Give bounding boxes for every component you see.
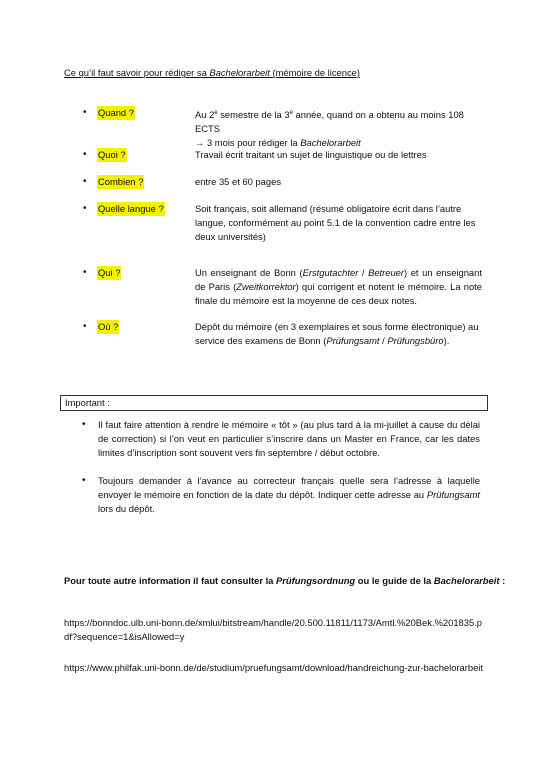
desc-italic: Erstgutachter [302, 267, 359, 278]
important-box: Important : [60, 395, 488, 411]
term-quoi: Quoi ? [98, 149, 126, 160]
desc-italic: Prüfungsamt [426, 489, 480, 500]
desc-sup: e [214, 110, 218, 116]
bullet-icon: • [83, 176, 87, 187]
desc-text: semestre de la 3 [217, 109, 290, 121]
desc-text: Au 2 [195, 109, 215, 121]
desc-combien: entre 35 et 60 pages [195, 176, 282, 187]
desc-text: ) et un enseignant de Paris ( [195, 267, 482, 292]
bullet-icon: • [82, 475, 86, 486]
bullet-icon: • [83, 267, 87, 278]
desc-text: Dépôt du mémoire (en 3 exemplaires et sous forme électronique) au [195, 321, 479, 332]
title-suffix: (mémoire de licence) [269, 67, 360, 78]
important-point-1: Il faut faire attention à rendre le mémoire « tôt » (au plus tard à la mi-juillet à cause du délai de correction) si l’on veut en particulier s’inscrire dans un Master en France, car les dates limites d’inscription sont souvent vers fin septembre / début octobre. [98, 419, 480, 458]
desc-text: service des examens de Bonn ( [195, 335, 327, 346]
desc-text: → 3 mois pour rédiger la [195, 137, 301, 149]
link-handreichung[interactable]: https://www.philfak.uni-bonn.de/de/studium/pruefungsamt/download/handreichung-zur-bachelorarbeit [64, 662, 483, 673]
info-line [64, 574, 505, 588]
desc-text: Toujours demander à l’avance au correcteur français quelle sera l’adresse à laquelle envoyer le mémoire en fonction de la date du dépôt. Indiquer cette adresse au [98, 475, 480, 500]
desc-text: ). [443, 335, 450, 346]
desc-italic: Betreuer [368, 267, 405, 278]
desc-italic: Prüfungsamt [326, 335, 380, 346]
desc-text: / [379, 335, 388, 346]
desc-text: / [358, 267, 369, 278]
info-text: : [499, 575, 506, 586]
desc-text: Soit français, soit allemand (résumé obligatoire écrit dans l’autre [195, 203, 462, 214]
important-point-2 [98, 474, 480, 516]
info-text: Pour toute autre information il faut consulter la [64, 575, 276, 586]
info-text: ou le guide de la [355, 575, 434, 586]
desc-italic: Prüfungsbüro [387, 335, 444, 346]
desc-italic: Bachelorarbeit [300, 137, 361, 149]
title-italic: Bachelorarbeit [209, 67, 270, 78]
desc-text: Un enseignant de Bonn ( [195, 267, 303, 278]
desc-langue [195, 202, 482, 244]
term-qui: Qui ? [98, 267, 121, 278]
desc-italic: Zweitkorrektor [236, 281, 296, 292]
link-prufungsordnung[interactable]: https://bonndoc.ulb.uni-bonn.de/xmlui/bitstream/handle/20.500.11811/1173/Amtl.%20Bek.%201835.pdf?sequence=1&isAllowed=y [64, 617, 482, 642]
desc-text: deux universités) [195, 231, 266, 242]
title-text: Ce qu’il faut savoir pour rédiger sa [64, 67, 210, 78]
bullet-icon: • [83, 203, 87, 214]
desc-text: ) qui corrigent et notent le mémoire. La note finale du mémoire est la moyenne de ces deux notes. [195, 281, 482, 306]
desc-sup: e [289, 110, 293, 116]
term-combien: Combien ? [98, 176, 144, 187]
term-langue: Quelle langue ? [98, 203, 164, 214]
bullet-icon: • [82, 419, 86, 430]
bullet-icon: • [83, 321, 87, 332]
desc-ou [195, 320, 482, 348]
bullet-icon: • [83, 149, 87, 160]
term-quand: Quand ? [98, 107, 134, 118]
desc-qui [195, 266, 482, 308]
bullet-icon: • [83, 107, 87, 118]
info-italic: Prüfungsordnung [276, 575, 356, 586]
desc-text: année, quand on a obtenu au moins 108 ECTS [195, 109, 464, 135]
desc-text: langue, conformément au point 5.1 de la convention cadre entre les [195, 217, 476, 228]
page-title [64, 66, 360, 80]
desc-text: lors du dépôt. [98, 503, 155, 514]
desc-quand [195, 106, 482, 150]
desc-quoi: Travail écrit traitant un sujet de linguistique ou de lettres [195, 149, 427, 160]
info-italic: Bachelorarbeit [433, 575, 500, 586]
term-ou: Où ? [98, 321, 119, 332]
